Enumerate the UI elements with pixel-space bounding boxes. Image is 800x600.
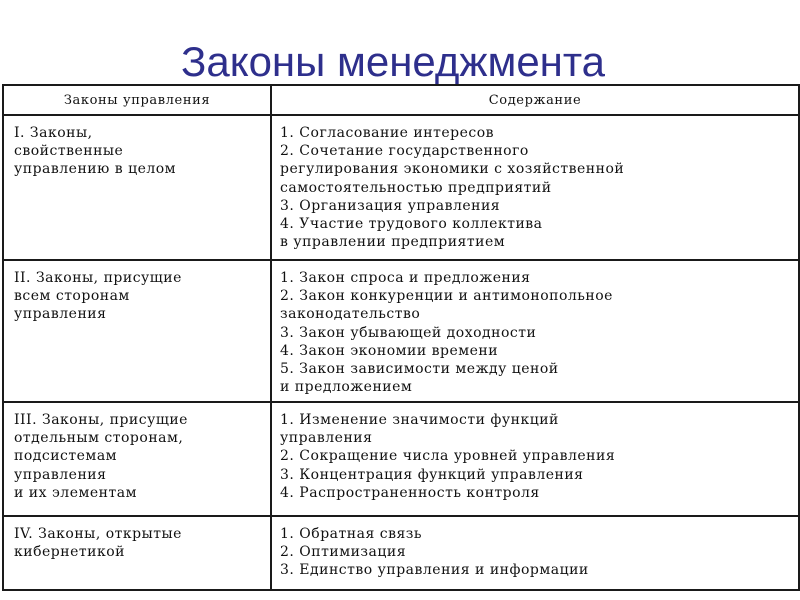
content-line: регулирования экономики с хозяйственной [280, 161, 625, 178]
content-line: в управлении предприятием [280, 234, 506, 251]
table-row [3, 516, 799, 590]
law-line: III. Законы, присущие [14, 412, 188, 428]
content-line: 4. Закон экономии времени [280, 342, 499, 359]
law-line: подсистемам [14, 448, 118, 465]
content-line: 3. Единство управления и информации [280, 562, 589, 579]
content-line: 1. Согласование интересов [280, 125, 495, 141]
table-row [3, 115, 799, 260]
law-line: кибернетикой [14, 544, 125, 561]
content-cell [271, 402, 799, 516]
law-line: управлению в целом [14, 161, 177, 178]
law-line: I. Законы, [14, 125, 93, 141]
content-line: 3. Концентрация функций управления [280, 466, 584, 483]
content-line: 4. Участие трудового коллектива [280, 216, 543, 233]
content-line: 3. Организация управления [280, 197, 501, 214]
header-laws: Законы управления [3, 85, 271, 115]
content-line: 3. Закон убывающей доходности [280, 324, 537, 341]
content-line: и предложением [280, 379, 413, 396]
table-header-row [3, 85, 799, 115]
law-line: отдельным сторонам, [14, 430, 184, 447]
law-cell [3, 402, 271, 516]
table-row [3, 402, 799, 516]
content-line: 4. Распространенность контроля [280, 484, 540, 501]
content-line: 1. Закон спроса и предложения [280, 270, 531, 286]
law-line: II. Законы, присущие [14, 270, 182, 286]
content-line: 2. Закон конкуренции и антимонопольное [280, 288, 613, 305]
laws-table [2, 84, 800, 591]
law-cell [3, 115, 271, 260]
law-cell [3, 516, 271, 590]
table-row [3, 260, 799, 402]
content-cell [271, 516, 799, 590]
law-line: IV. Законы, открытые [14, 526, 182, 542]
content-line: управления [280, 430, 373, 447]
header-content: Содержание [271, 85, 799, 115]
law-line: управления [14, 306, 107, 323]
content-cell [271, 115, 799, 260]
content-line: самостоятельностью предприятий [280, 179, 552, 196]
law-cell [3, 260, 271, 402]
law-line: и их элементам [14, 484, 137, 501]
content-line: 2. Оптимизация [280, 544, 407, 561]
law-line: свойственные [14, 143, 124, 160]
content-cell [271, 260, 799, 402]
law-line: всем сторонам [14, 288, 130, 305]
content-line: 1. Изменение значимости функций [280, 412, 559, 428]
content-line: 2. Сочетание государственного [280, 143, 529, 160]
content-line: 2. Сокращение числа уровней управления [280, 448, 616, 465]
law-line: управления [14, 466, 107, 483]
slide-title: Законы менеджмента [181, 38, 605, 85]
content-line: 1. Обратная связь [280, 526, 423, 542]
content-line: 5. Закон зависимости между ценой [280, 361, 559, 378]
content-line: законодательство [280, 306, 421, 323]
